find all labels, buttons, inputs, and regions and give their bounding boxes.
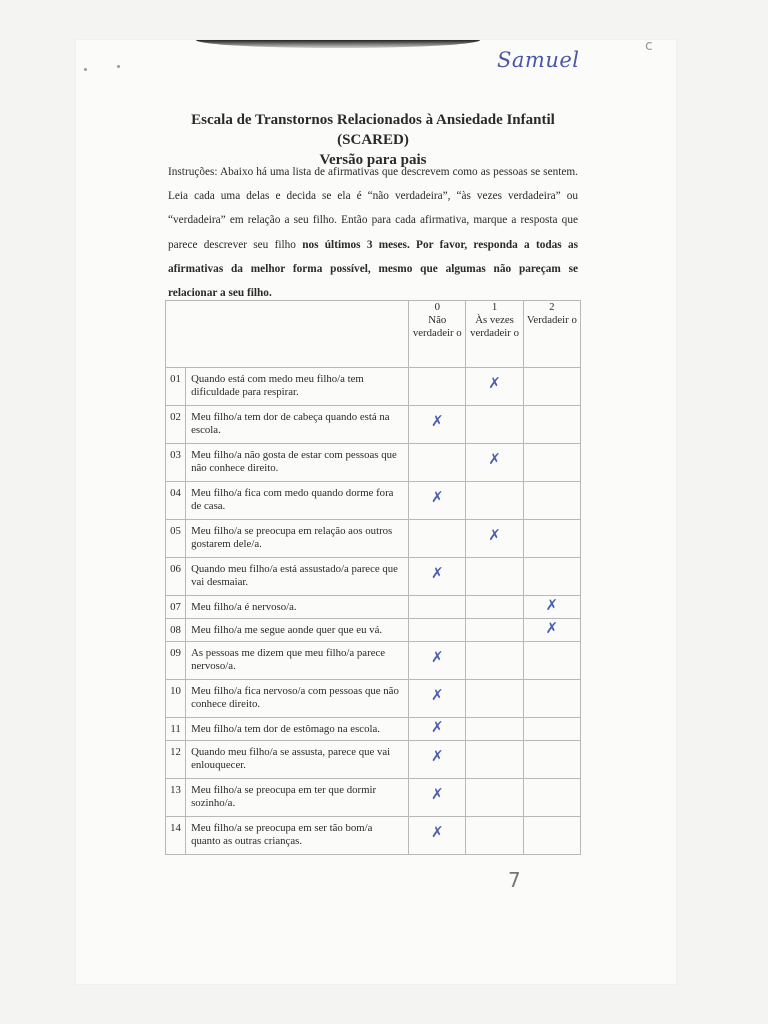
item-number: 01 <box>166 368 186 406</box>
handwritten-check-mark: ✗ <box>431 648 444 666</box>
answer-cell-option-2[interactable] <box>523 718 580 741</box>
answer-cell-option-0[interactable] <box>409 619 466 642</box>
scared-questionnaire-table <box>165 300 581 855</box>
answer-cell-option-0[interactable] <box>409 779 466 817</box>
answer-cell-option-2[interactable] <box>523 406 580 444</box>
answer-cell-option-1[interactable] <box>466 406 523 444</box>
answer-cell-option-1[interactable] <box>466 596 523 619</box>
item-number: 08 <box>166 619 186 642</box>
header-option-2 <box>523 301 580 368</box>
handwritten-check-mark: ✗ <box>431 747 444 765</box>
answer-cell-option-1[interactable] <box>466 482 523 520</box>
item-number: 10 <box>166 680 186 718</box>
item-number: 11 <box>166 718 186 741</box>
handwritten-check-mark: ✗ <box>431 488 444 506</box>
answer-cell-option-2[interactable] <box>523 642 580 680</box>
answer-cell-option-0[interactable] <box>409 741 466 779</box>
answer-cell-option-0[interactable] <box>409 680 466 718</box>
handwritten-check-mark: ✗ <box>545 596 559 614</box>
header-blank-cell <box>166 301 409 368</box>
answer-cell-option-1[interactable] <box>466 444 523 482</box>
handwritten-check-mark: ✗ <box>431 785 444 803</box>
title-line-1: Escala de Transtornos Relacionados à Ansiedade Infantil (SCARED) <box>191 112 555 148</box>
item-text: Meu filho/a tem dor de cabeça quando está na escola. <box>186 406 409 444</box>
table-row <box>166 718 581 741</box>
answer-cell-option-0[interactable] <box>409 406 466 444</box>
table-row <box>166 406 581 444</box>
answer-cell-option-0[interactable] <box>409 596 466 619</box>
table-row <box>166 779 581 817</box>
answer-cell-option-1[interactable] <box>466 619 523 642</box>
answer-cell-option-0[interactable] <box>409 642 466 680</box>
table-row <box>166 368 581 406</box>
option-value: 0 <box>434 301 440 313</box>
item-number: 12 <box>166 741 186 779</box>
item-text: Quando está com medo meu filho/a tem dificuldade para respirar. <box>186 368 409 406</box>
item-text: Meu filho/a se preocupa em relação aos outros gostarem dele/a. <box>186 520 409 558</box>
item-number: 03 <box>166 444 186 482</box>
speck <box>84 68 87 71</box>
handwritten-check-mark: ✗ <box>431 564 444 582</box>
item-text: As pessoas me dizem que meu filho/a parece nervoso/a. <box>186 642 409 680</box>
answer-cell-option-1[interactable] <box>466 520 523 558</box>
answer-cell-option-2[interactable] <box>523 558 580 596</box>
corner-mark: c <box>645 38 653 54</box>
handwritten-check-mark: ✗ <box>488 450 501 468</box>
table-row <box>166 520 581 558</box>
item-text: Meu filho/a é nervoso/a. <box>186 596 409 619</box>
item-number: 06 <box>166 558 186 596</box>
item-text: Meu filho/a não gosta de estar com pessoas que não conhece direito. <box>186 444 409 482</box>
option-label: Não verdadeir o <box>412 314 462 339</box>
item-number: 09 <box>166 642 186 680</box>
table-row <box>166 558 581 596</box>
header-option-0 <box>409 301 466 368</box>
answer-cell-option-1[interactable] <box>466 718 523 741</box>
page-number: 7 <box>508 868 521 892</box>
answer-cell-option-1[interactable] <box>466 368 523 406</box>
item-number: 07 <box>166 596 186 619</box>
answer-cell-option-0[interactable] <box>409 444 466 482</box>
handwritten-check-mark: ✗ <box>431 823 444 841</box>
answer-cell-option-1[interactable] <box>466 558 523 596</box>
item-text: Meu filho/a se preocupa em ser tão bom/a quanto as outras crianças. <box>186 817 409 855</box>
answer-cell-option-0[interactable] <box>409 718 466 741</box>
item-number: 02 <box>166 406 186 444</box>
answer-cell-option-1[interactable] <box>466 741 523 779</box>
table-row <box>166 680 581 718</box>
answer-cell-option-0[interactable] <box>409 520 466 558</box>
item-text: Meu filho/a me segue aonde quer que eu vá. <box>186 619 409 642</box>
answer-cell-option-2[interactable] <box>523 680 580 718</box>
table-header-row <box>166 301 581 368</box>
handwritten-name: Samuel <box>497 48 580 72</box>
instructions-text: Instruções: Abaixo há uma lista de afirmativas que descrevem como as pessoas se sentem. Leia cada uma delas e decida se ela é “não verdadeira”, “às vezes verdadeira” ou “verdadeira” em relação a seu filho. Então para cada afirmativa, marque a resposta que parece descrever seu filho <box>168 166 578 251</box>
answer-cell-option-2[interactable] <box>523 817 580 855</box>
item-number: 04 <box>166 482 186 520</box>
item-text: Meu filho/a fica com medo quando dorme fora de casa. <box>186 482 409 520</box>
table-row <box>166 741 581 779</box>
table-row <box>166 642 581 680</box>
answer-cell-option-0[interactable] <box>409 558 466 596</box>
option-label: Verdadeir o <box>526 314 577 326</box>
answer-cell-option-2[interactable] <box>523 368 580 406</box>
item-text: Quando meu filho/a está assustado/a parece que vai desmaiar. <box>186 558 409 596</box>
option-value: 1 <box>491 301 498 313</box>
option-value: 2 <box>549 301 555 313</box>
handwritten-check-mark: ✗ <box>488 526 501 544</box>
title-line-2: Versão para pais <box>319 152 427 168</box>
answer-cell-option-1[interactable] <box>466 642 523 680</box>
answer-cell-option-2[interactable] <box>523 520 580 558</box>
answer-cell-option-2[interactable] <box>523 444 580 482</box>
answer-cell-option-1[interactable] <box>466 779 523 817</box>
item-number: 14 <box>166 817 186 855</box>
answer-cell-option-1[interactable] <box>466 680 523 718</box>
header-option-1 <box>466 301 523 368</box>
table-row <box>166 817 581 855</box>
table-row <box>166 482 581 520</box>
handwritten-check-mark: ✗ <box>488 374 501 392</box>
item-text: Meu filho/a se preocupa em ter que dormir sozinho/a. <box>186 779 409 817</box>
handwritten-check-mark: ✗ <box>431 718 444 736</box>
answer-cell-option-2[interactable] <box>523 779 580 817</box>
answer-cell-option-1[interactable] <box>466 817 523 855</box>
option-label: Às vezes verdadeir o <box>470 314 519 339</box>
item-text: Meu filho/a tem dor de estômago na escola. <box>186 718 409 741</box>
handwritten-check-mark: ✗ <box>431 412 444 430</box>
table-row <box>166 619 581 642</box>
item-text: Meu filho/a fica nervoso/a com pessoas que não conhece direito. <box>186 680 409 718</box>
handwritten-check-mark: ✗ <box>431 686 444 704</box>
instructions-bold-text: nos últimos 3 meses. Por favor, responda a todas as afirmativas da melhor forma possível, mesmo que algumas não pareçam se relacionar a seu filho. <box>168 238 579 300</box>
answer-cell-option-2[interactable] <box>523 741 580 779</box>
answer-cell-option-0[interactable] <box>409 817 466 855</box>
item-text: Quando meu filho/a se assusta, parece que vai enlouquecer. <box>186 741 409 779</box>
handwritten-check-mark: ✗ <box>545 619 559 637</box>
table-row <box>166 596 581 619</box>
answer-cell-option-0[interactable] <box>409 482 466 520</box>
answer-cell-option-2[interactable] <box>523 596 580 619</box>
table-row <box>166 444 581 482</box>
speck <box>117 65 120 68</box>
item-number: 05 <box>166 520 186 558</box>
answer-cell-option-0[interactable] <box>409 368 466 406</box>
answer-cell-option-2[interactable] <box>523 482 580 520</box>
item-number: 13 <box>166 779 186 817</box>
answer-cell-option-2[interactable] <box>523 619 580 642</box>
instructions-paragraph <box>168 160 578 305</box>
